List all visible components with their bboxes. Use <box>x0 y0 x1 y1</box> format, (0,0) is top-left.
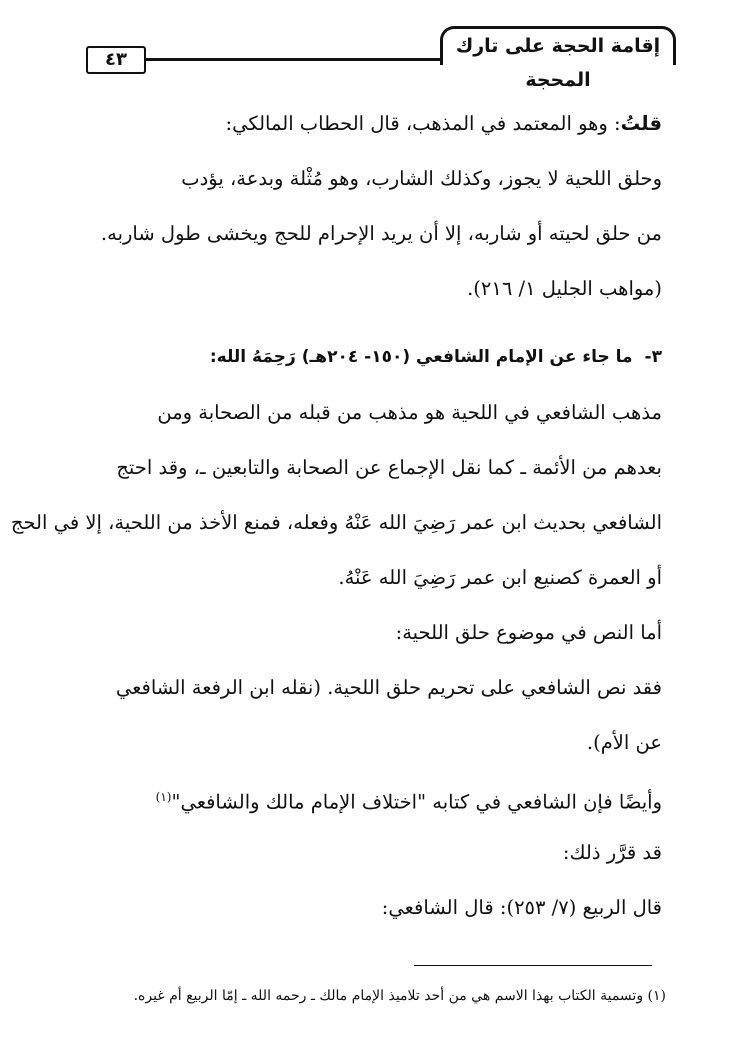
footnote-marker: (١) <box>155 790 172 804</box>
body-line: بعدهم من الأئمة ـ كما نقل الإجماع عن الصحابة والتابعين ـ، وقد احتج <box>116 456 662 479</box>
qultu-label: قلتُ <box>620 112 662 135</box>
body-line <box>94 770 662 825</box>
paragraph-qultu <box>94 96 662 151</box>
section-number: ٣- <box>644 347 662 367</box>
body-line: أو العمرة كصنيع ابن عمر رَضِيَ الله عَنْهُ. <box>338 566 662 589</box>
book-title: إقامة الحجة على تارك المحجة <box>440 26 676 65</box>
body-line: قد قرَّر ذلك: <box>562 841 662 864</box>
page-body <box>10 96 662 935</box>
page-number: ٤٣ <box>86 46 146 74</box>
quote-line: (مواهب الجليل ١/ ٢١٦). <box>467 277 662 300</box>
section-heading <box>94 330 662 385</box>
book-reference-text: وأيضًا فإن الشافعي في كتابه "اختلاف الإمام مالك والشافعي" <box>171 790 662 814</box>
quote-line: من حلق لحيته أو شاربه، إلا أن يريد الإحرام للحج ويخشى طول شاربه. <box>100 222 662 245</box>
body-line: فقد نص الشافعي على تحريم حلق اللحية. (نقله ابن الرفعة الشافعي <box>115 676 662 699</box>
quote-line: وحلق اللحية لا يجوز، وكذلك الشارب، وهو مُثْلة وبدعة، يؤدب <box>181 167 662 190</box>
body-line: مذهب الشافعي في اللحية هو مذهب من قبله من الصحابة ومن <box>157 401 662 424</box>
rabi-quote-line: قال الربيع (٧/ ٢٥٣): قال الشافعي: <box>381 896 662 919</box>
footnote-separator <box>414 965 652 966</box>
body-line: عن الأم). <box>586 731 662 754</box>
footnote: (١) وتسمية الكتاب بهذا الاسم هي من أحد تلاميذ الإمام مالك ـ رحمه الله ـ إمّا الربيع أم غيره. <box>133 988 666 1004</box>
subheading: أما النص في موضوع حلق اللحية: <box>395 621 662 644</box>
qultu-text: : وهو المعتمد في المذهب، قال الحطاب المالكي: <box>225 112 621 135</box>
section-title: ما جاء عن الإمام الشافعي (١٥٠- ٢٠٤هـ) رَحِمَهُ الله: <box>209 347 633 367</box>
body-line: الشافعي بحديث ابن عمر رَضِيَ الله عَنْهُ وفعله، فمنع الأخذ من اللحية، إلا في الحج <box>10 511 662 534</box>
